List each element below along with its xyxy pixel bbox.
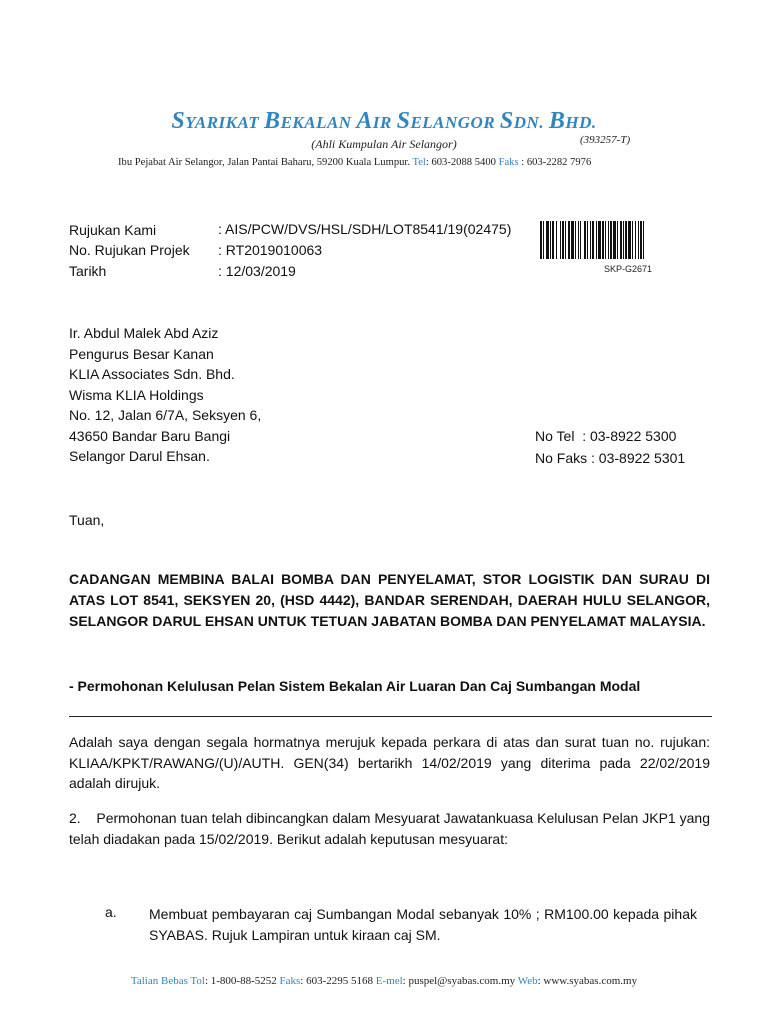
divider bbox=[69, 716, 712, 717]
recipient-company: KLIA Associates Sdn. Bhd. bbox=[69, 366, 235, 382]
recipient-building: Wisma KLIA Holdings bbox=[69, 386, 204, 403]
ref-label-ours: Rujukan Kami bbox=[69, 222, 157, 238]
ref-label-project: No. Rujukan Projek bbox=[69, 242, 190, 258]
ref-value-project: : RT2019010063 bbox=[218, 242, 323, 258]
item-text: Membuat pembayaran caj Sumbangan Modal sebanyak 10% ; RM100.00 kepada pihak SYABAS. Rujuk Lampiran untuk kiraan caj SM. bbox=[149, 906, 697, 943]
registration-number: (393257-T) bbox=[580, 134, 631, 146]
fax-value: : 603-2282 7976 bbox=[518, 157, 592, 168]
footer-tollfree-label: Talian Bebas Tol bbox=[130, 975, 205, 987]
subsidiary-note: (Ahli Kumpulan Air Selangor) bbox=[311, 137, 457, 151]
fax-label: Faks bbox=[498, 157, 519, 168]
footer-tollfree-value: : 1-800-88-5252 bbox=[204, 975, 280, 987]
footer-fax-label: Faks bbox=[279, 975, 301, 987]
company-initial: B bbox=[264, 108, 281, 134]
recipient-title: Pengurus Besar Kanan bbox=[69, 345, 214, 362]
recipient-city: 43650 Bandar Baru Bangi bbox=[69, 427, 231, 444]
footer-fax-value: : 603-2295 5168 bbox=[300, 975, 376, 987]
company-name bbox=[0, 108, 768, 135]
salutation: Tuan, bbox=[69, 512, 105, 528]
recipient-address bbox=[69, 323, 261, 467]
subject-subheading: - Permohonan Kelulusan Pelan Sistem Bekalan Air Luaran Dan Caj Sumbangan Modal bbox=[69, 678, 641, 694]
recipient-name: Ir. Abdul Malek Abd Aziz bbox=[69, 325, 219, 341]
recipient-street: No. 12, Jalan 6/7A, Seksyen 6, bbox=[69, 407, 262, 423]
company-word: HD. bbox=[565, 113, 597, 132]
company-initial: A bbox=[356, 108, 373, 134]
company-initial: S bbox=[396, 108, 411, 134]
company-word: IR bbox=[372, 113, 397, 132]
ref-value-date: : 12/03/2019 bbox=[218, 263, 296, 279]
footer-email-label: E-mel bbox=[375, 975, 403, 987]
subject-heading: CADANGAN MEMBINA BALAI BOMBA DAN PENYELAMAT, STOR LOGISTIK DAN SURAU DI ATAS LOT 8541, SEKSYEN 20, (HSD 4442), BANDAR SERENDAH, DAERAH HULU SELANGOR, SELANGOR DARUL EHSAN UNTUK TETUAN JABATAN BOMBA DAN PENYELAMAT MALAYSIA. bbox=[69, 571, 710, 629]
barcode-icon bbox=[540, 221, 712, 259]
letterhead-address bbox=[118, 157, 591, 168]
company-word: DN. bbox=[513, 113, 549, 132]
tel-value: : 603-2088 5400 bbox=[425, 157, 499, 168]
company-word: ELANGOR bbox=[410, 113, 500, 132]
company-word: YARIKAT bbox=[185, 113, 265, 132]
ref-value-ours: : AIS/PCW/DVS/HSL/SDH/LOT8541/19(02475) bbox=[218, 221, 512, 237]
recipient-fax: No Faks : 03-8922 5301 bbox=[535, 450, 686, 466]
company-initial: B bbox=[548, 108, 566, 134]
recipient-tel: No Tel : 03-8922 5300 bbox=[535, 428, 677, 444]
item-marker: a. bbox=[105, 904, 117, 920]
recipient-state: Selangor Darul Ehsan. bbox=[69, 448, 210, 464]
hq-address: Ibu Pejabat Air Selangor, Jalan Pantai Baharu, 59200 Kuala Lumpur. bbox=[118, 157, 413, 168]
ref-label-date: Tarikh bbox=[69, 263, 107, 279]
company-initial: S bbox=[171, 108, 186, 134]
footer-contact bbox=[0, 975, 768, 987]
company-word: EKALAN bbox=[280, 113, 357, 132]
paragraph-2: 2. Permohonan tuan telah dibincangkan dalam Mesyuarat Jawatankuasa Kelulusan Pelan JKP1 yang telah diadakan pada 15/02/2019. Berikut adalah keputusan mesyuarat: bbox=[69, 810, 714, 847]
barcode-label: SKP-G2671 bbox=[604, 264, 653, 274]
footer-web-label: Web bbox=[517, 975, 538, 987]
company-initial: S bbox=[499, 108, 514, 134]
tel-label: Tel bbox=[412, 157, 426, 168]
footer-web-value: : www.syabas.com.my bbox=[537, 975, 638, 987]
footer-email-value: : puspel@syabas.com.my bbox=[402, 975, 518, 987]
paragraph-1: Adalah saya dengan segala hormatnya merujuk kepada perkara di atas dan surat tuan no. rujukan: KLIAA/KPKT/RAWANG/(U)/AUTH. GEN(34) bertarikh 14/02/2019 yang diterima pada 22/02/2019 adalah dirujuk. bbox=[69, 734, 710, 791]
